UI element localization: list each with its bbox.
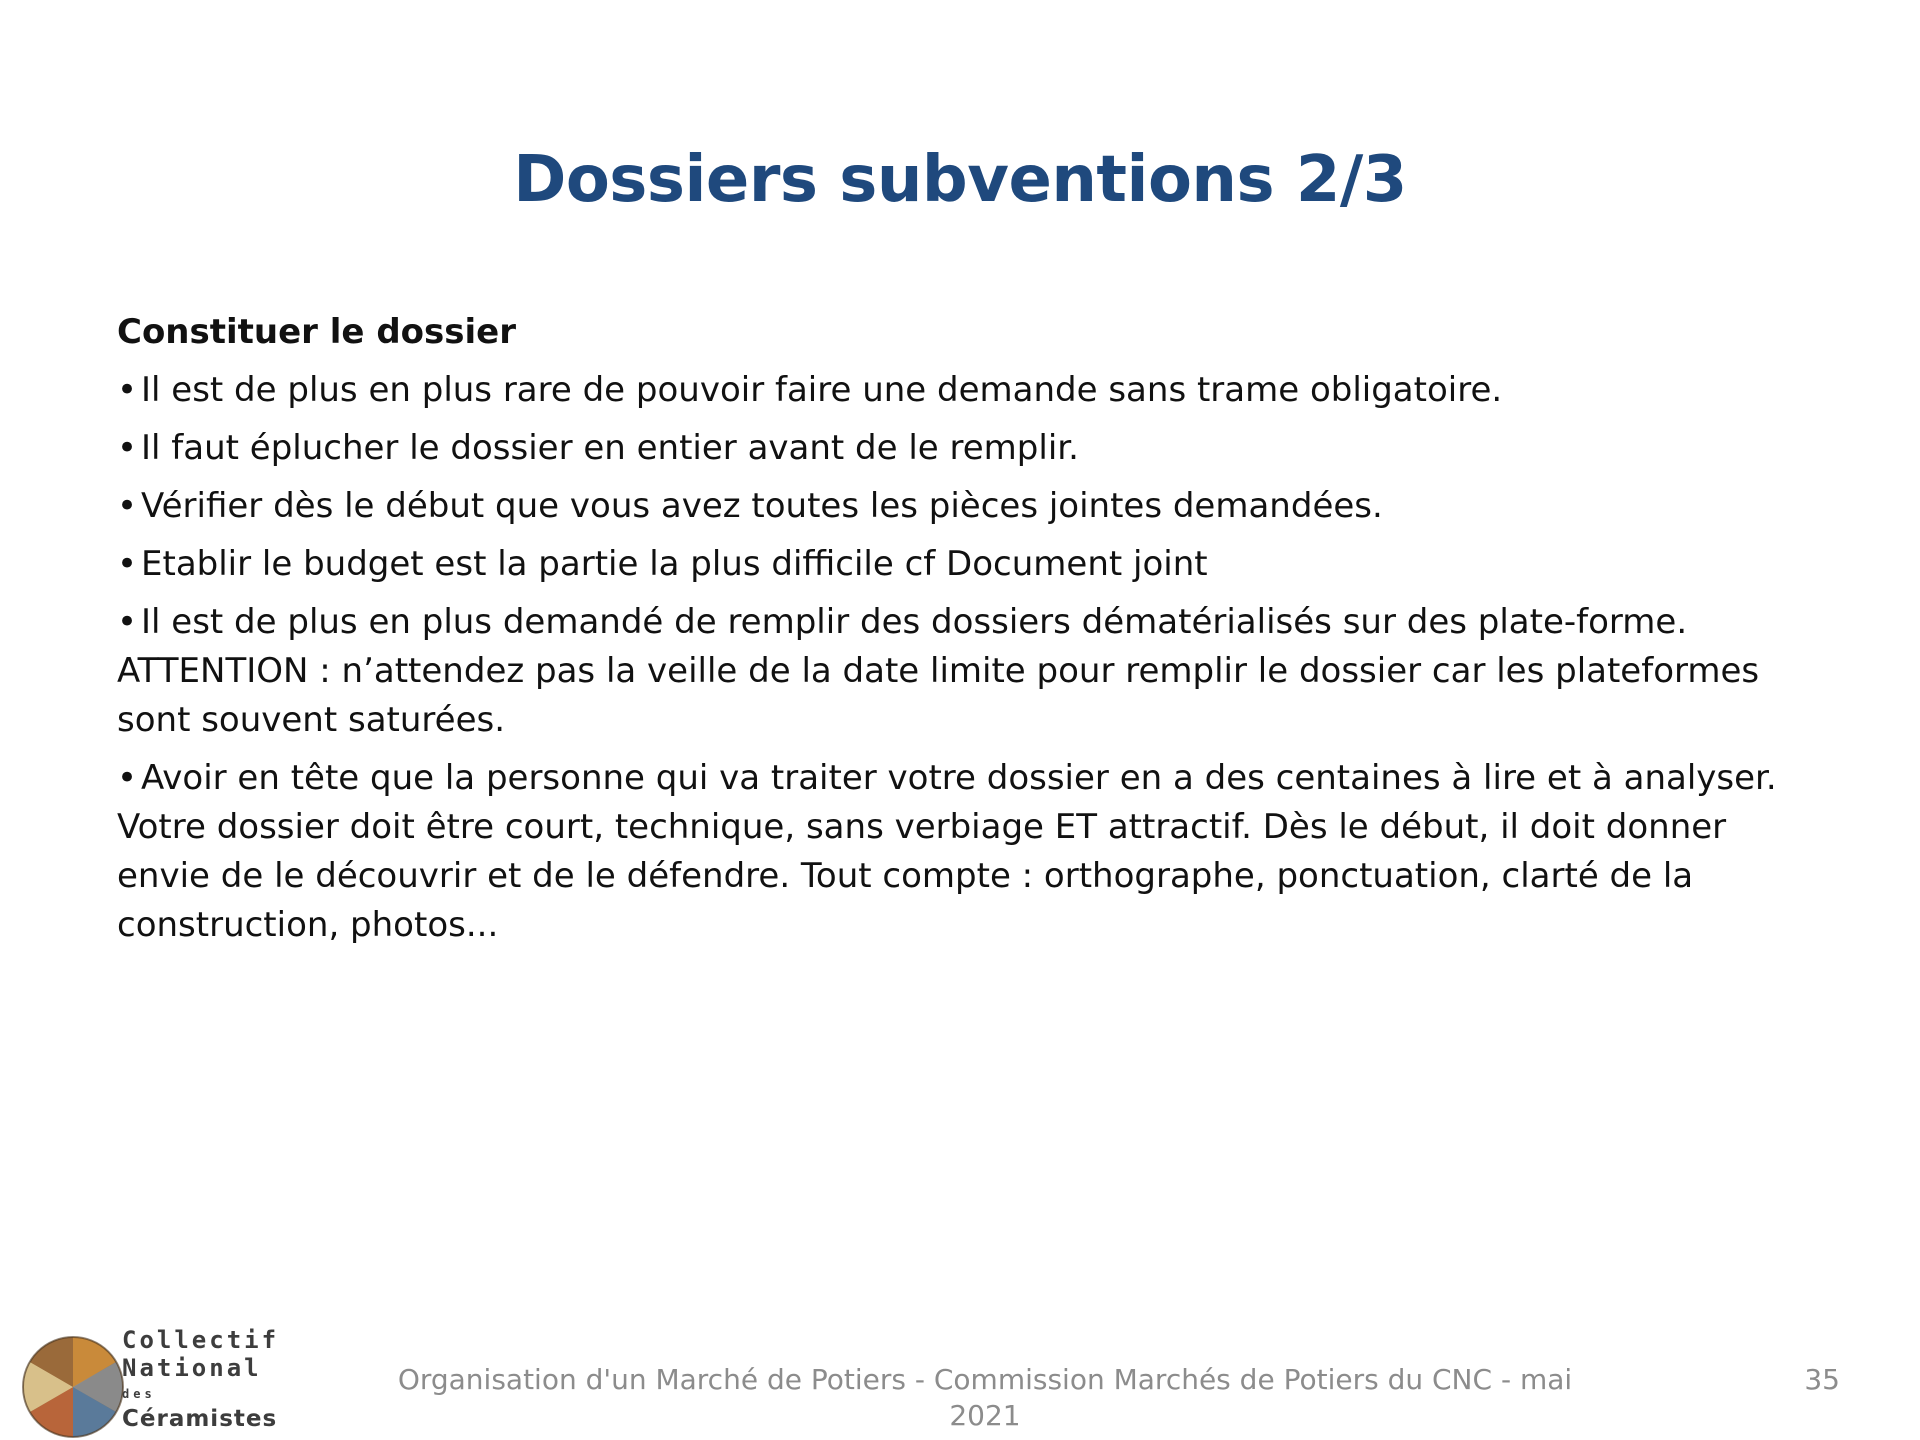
bullet-item (117, 540, 1827, 589)
bullet-item (117, 424, 1827, 473)
logo-line: Collectif (122, 1326, 280, 1354)
slide-content (117, 308, 1827, 959)
ceramic-wheel-icon (18, 1330, 128, 1440)
bullet-text: Il est de plus en plus rare de pouvoir faire une demande sans trame obligatoire. (141, 370, 1503, 410)
bullet-symbol: • (117, 370, 138, 410)
logo-line: des (122, 1387, 156, 1401)
bullet-symbol: • (117, 486, 138, 526)
bullet-text: Avoir en tête que la personne qui va traiter votre dossier en a des centaines à lire et à analyser. Votre dossier doit être court, technique, sans verbiage ET attractif. Dès le début, il doit donner envie de le découvrir et de le défendre. Tout compte : orthographe, ponctuation, clarté de la construction, photos... (117, 758, 1777, 945)
bullet-symbol: • (117, 544, 138, 584)
slide-title: Dossiers subventions 2/3 (513, 143, 1407, 217)
bullet-item (117, 754, 1827, 950)
bullet-text: Etablir le budget est la partie la plus difficile cf Document joint (141, 544, 1208, 584)
cnc-logo (14, 1326, 280, 1436)
logo-line: National (122, 1354, 262, 1382)
bullet-text: Il est de plus en plus demandé de remplir des dossiers dématérialisés sur des plate-forme. ATTENTION : n’attendez pas la veille de la date limite pour remplir le dossier car les plateformes sont souvent saturées. (117, 602, 1760, 740)
bullet-symbol: • (117, 602, 138, 642)
bullet-item (117, 366, 1827, 415)
page-number: 35 (1804, 1363, 1840, 1396)
bullet-item (117, 482, 1827, 531)
bullet-symbol: • (117, 758, 138, 798)
bullet-symbol: • (117, 428, 138, 468)
logo-line: Céramistes (122, 1406, 278, 1432)
logo-wordmark (122, 1326, 279, 1432)
footer-text: Organisation d'un Marché de Potiers - Commission Marchés de Potiers du CNC - mai 2021 (397, 1363, 1573, 1432)
bullet-text: Il faut éplucher le dossier en entier avant de le remplir. (141, 428, 1079, 468)
bullet-item (117, 598, 1827, 745)
section-heading: Constituer le dossier (117, 312, 516, 352)
bullet-text: Vérifier dès le début que vous avez toutes les pièces jointes demandées. (141, 486, 1383, 526)
